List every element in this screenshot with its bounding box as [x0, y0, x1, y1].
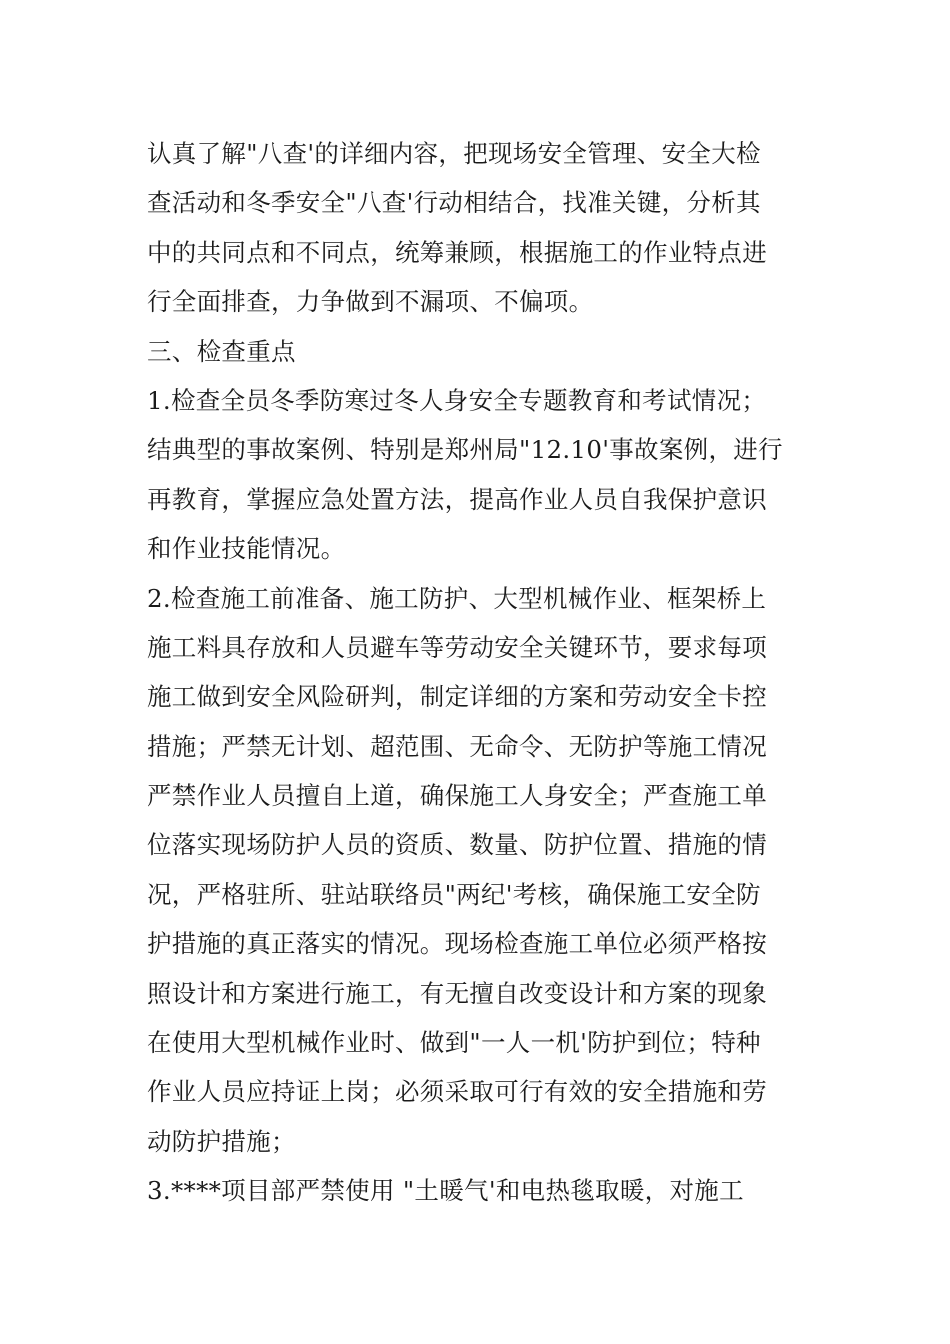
text-line: 和作业技能情况。 [147, 534, 346, 564]
text-line: 施工料具存放和人员避车等劳动安全关键环节，要求每项 [147, 632, 767, 662]
text-line: 护措施的真正落实的情况。现场检查施工单位必须严格按 [147, 929, 767, 959]
text-line: 措施；严禁无计划、超范围、无命令、无防护等施工情况 [147, 731, 767, 761]
section-heading: 三、检查重点 [147, 336, 296, 366]
text-line: 施工做到安全风险研判，制定详细的方案和劳动安全卡控 [147, 682, 767, 712]
text-line: 结典型的事故案例、特别是郑州局"12.10'事故案例，进行 [147, 435, 783, 465]
text-line: 再教育，掌握应急处置方法，提高作业人员自我保护意识 [147, 484, 767, 514]
text-line: 在使用大型机械作业时、做到"一人一机'防护到位；特种 [147, 1028, 761, 1058]
text-line: 作业人员应持证上岗；必须采取可行有效的安全措施和劳 [147, 1077, 767, 1107]
text-line: 照设计和方案进行施工，有无擅自改变设计和方案的现象 [147, 978, 767, 1008]
text-line: 动防护措施； [147, 1126, 296, 1156]
text-line: 位落实现场防护人员的资质、数量、防护位置、措施的情 [147, 830, 767, 860]
text-line: 中的共同点和不同点，统筹兼顾，根据施工的作业特点进 [147, 237, 767, 267]
text-line: 严禁作业人员擅自上道，确保施工人身安全；严查施工单 [147, 781, 767, 811]
text-line: 行全面排查，力争做到不漏项、不偏项。 [147, 287, 594, 317]
text-line: 认真了解"八查'的详细内容，把现场安全管理、安全大检 [147, 139, 761, 168]
text-line: 3.****项目部严禁使用 "土暖气'和电热毯取暖，对施工 [147, 1176, 744, 1206]
text-line: 2.检查施工前准备、施工防护、大型机械作业、框架桥上 [147, 583, 767, 613]
document-body [147, 129, 817, 1216]
text-line: 查活动和冬季安全"八查'行动相结合，找准关键，分析其 [147, 188, 761, 218]
text-line: 况，严格驻所、驻站联络员"两纪'考核，确保施工安全防 [147, 879, 761, 909]
text-line: 1.检查全员冬季防寒过冬人身安全专题教育和考试情况； [147, 385, 767, 415]
